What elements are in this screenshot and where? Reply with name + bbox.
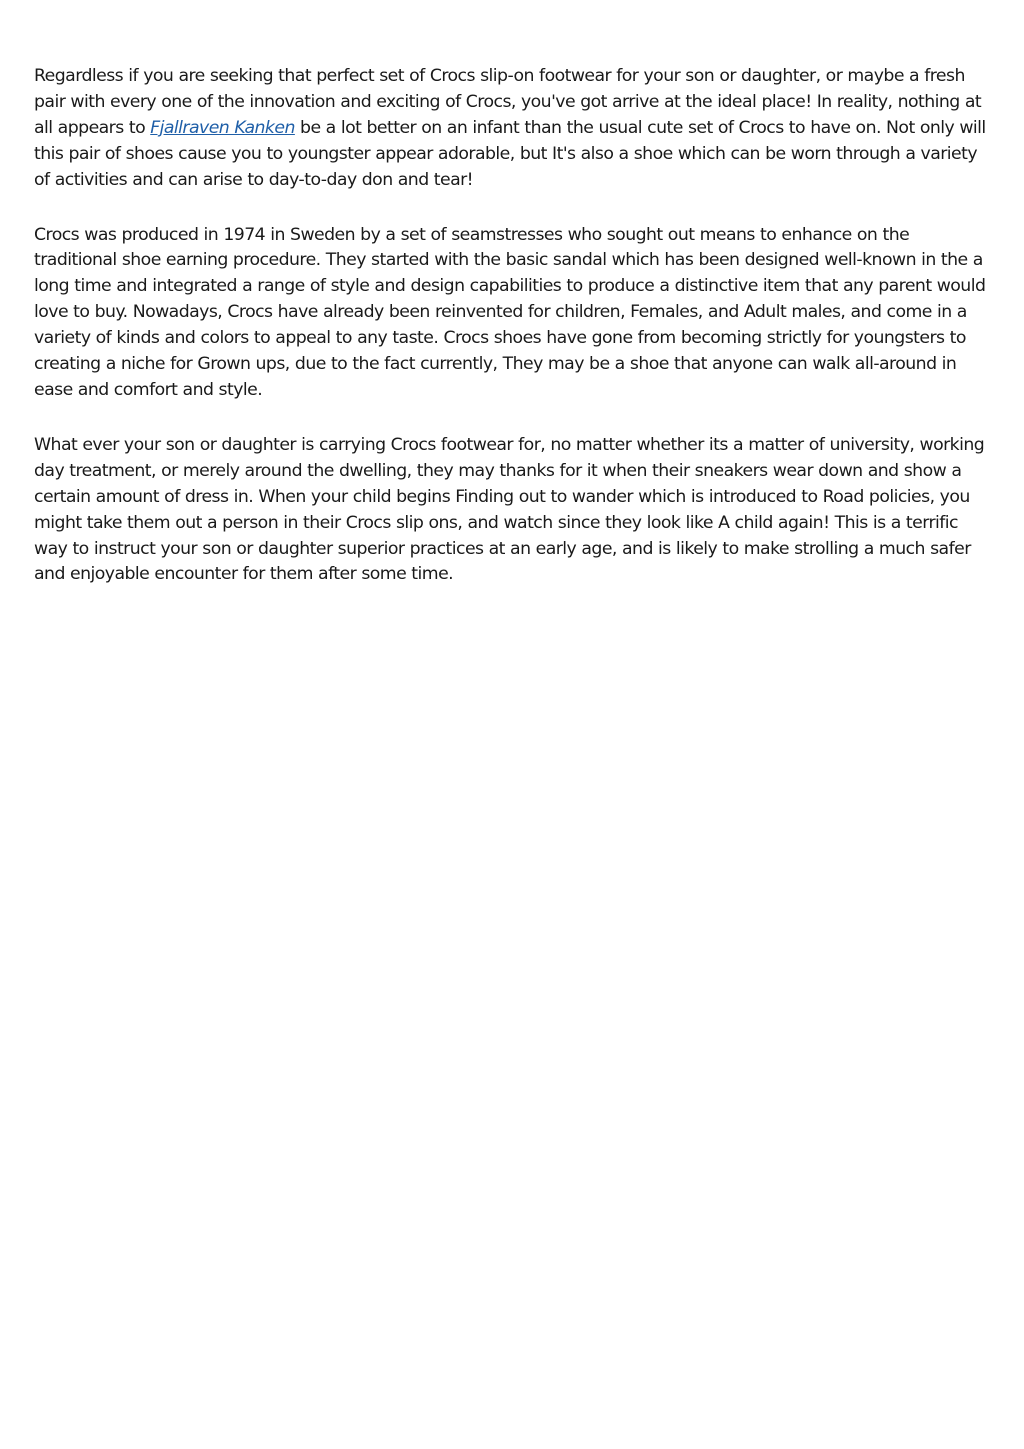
paragraph-1-text-before-link: Regardless if you are seeking that perfect set of Crocs slip-on footwear for your son or daughter, or maybe a fresh pair with every one of the innovation and exciting of Crocs, you've got arrive at the ideal place! In reality, nothing at all appears to xyxy=(34,66,982,138)
paragraph-2: Crocs was produced in 1974 in Sweden by a set of seamstresses who sought out means to enhance on the traditional shoe earning procedure. They started with the basic sandal which has been designed well-known in the a long time and integrated a range of style and design capabilities to produce a distinctive item that any parent would love to buy. Nowadays, Crocs have already been reinvented for children, Females, and Adult males, and come in a variety of kinds and colors to appeal to any taste. Crocs shoes have gone from becoming strictly for youngsters to creating a niche for Grown ups, due to the fact currently, They may be a shoe that anyone can walk all-around in ease and comfort and style. xyxy=(34,224,986,400)
paragraph-1 xyxy=(34,64,996,194)
fjallraven-kanken-link[interactable]: Fjallraven Kanken xyxy=(150,117,295,138)
paragraph-1-text-after-link: be a lot better on an infant than the usual cute set of Crocs to have on. Not only will this pair of shoes cause you to youngster appear adorable, but It's also a shoe which can be worn through a variety of activities and can arise to day-to-day don and tear! xyxy=(34,117,986,190)
document-body xyxy=(34,64,996,617)
paragraph-3: What ever your son or daughter is carrying Crocs footwear for, no matter whether its a matter of university, working day treatment, or merely around the dwelling, they may thanks for it when their sneakers wear down and show a certain amount of dress in. When your child begins Finding out to wander which is introduced to Road policies, you might take them out a person in their Crocs slip ons, and watch since they look like A child again! This is a terrific way to instruct your son or daughter superior practices at an early age, and is likely to make strolling a much safer and enjoyable encounter for them after some time. xyxy=(34,434,985,585)
